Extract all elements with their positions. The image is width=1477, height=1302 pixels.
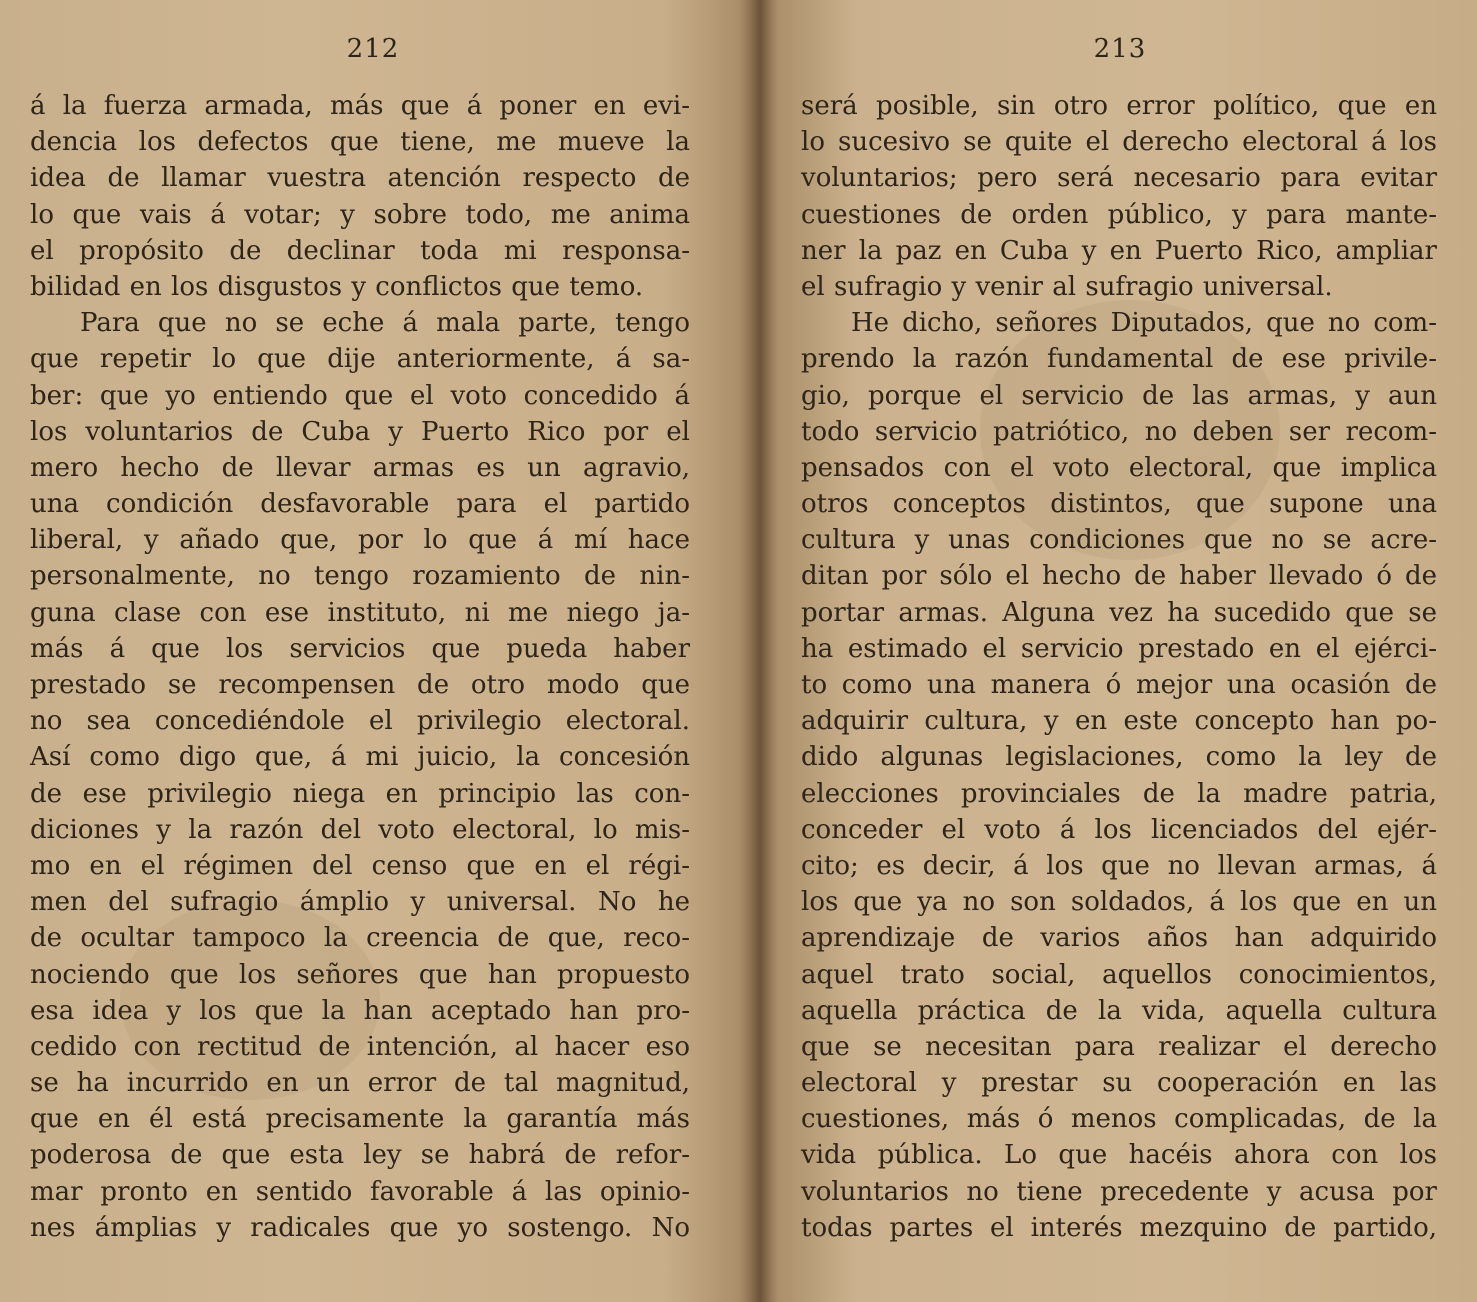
text-line: electoral y prestar su cooperación en las	[801, 1068, 1437, 1099]
text-line: diciones y la razón del voto electoral, lo mis-	[30, 814, 690, 845]
text-line: que repetir lo que dije anteriormente, á sa-	[30, 344, 690, 375]
text-line: dencia los defectos que tiene, me mueve la	[30, 127, 690, 158]
text-line: conceder el voto á los licenciados del ejér-	[801, 814, 1437, 845]
text-line: personalmente, no tengo rozamiento de nin-	[30, 561, 690, 592]
text-line: bilidad en los disgustos y conflictos que temo.	[30, 271, 644, 302]
text-line: aquella práctica de la vida, aquella cultura	[801, 995, 1437, 1026]
right-page	[765, 0, 1477, 1302]
text-line: ha estimado el servicio prestado en el ejérci-	[801, 633, 1437, 664]
text-line: los voluntarios de Cuba y Puerto Rico por el	[30, 416, 690, 447]
text-line: to como una manera ó mejor una ocasión de	[801, 670, 1437, 700]
left-page-text	[30, 88, 690, 1246]
text-line: prendo la razón fundamental de ese privile-	[801, 344, 1437, 375]
right-page-text	[801, 88, 1437, 1246]
text-line: una condición desfavorable para el partido	[30, 489, 690, 520]
text-line: á la fuerza armada, más que á poner en evi-	[30, 91, 690, 121]
text-line: pensados con el voto electoral, que implica	[801, 452, 1437, 483]
text-line: vida pública. Lo que hacéis ahora con los	[801, 1140, 1437, 1171]
text-line: Para que no se eche á mala parte, tengo	[80, 308, 690, 339]
text-line: lo que vais á votar; y sobre todo, me anima	[30, 199, 690, 230]
text-line: cultura y unas condiciones que no se acre-	[801, 525, 1437, 556]
text-line: gio, porque el servicio de las armas, y aun	[801, 380, 1437, 411]
text-line: poderosa de que esta ley se habrá de refor-	[30, 1140, 690, 1171]
text-line: men del sufragio ámplio y universal. No he	[30, 887, 690, 918]
text-line: mo en el régimen del censo que en el régi-	[30, 850, 690, 881]
text-line: idea de llamar vuestra atención respecto de	[30, 163, 690, 194]
text-line: nociendo que los señores que han propuesto	[30, 959, 690, 990]
text-line: prestado se recompensen de otro modo que	[30, 670, 690, 700]
text-line: otros conceptos distintos, que supone una	[801, 489, 1437, 520]
text-line: ber: que yo entiendo que el voto concedido á	[30, 380, 690, 411]
text-line: no sea concediéndole el privilegio electoral.	[30, 706, 690, 737]
text-line: ner la paz en Cuba y en Puerto Rico, ampliar	[801, 235, 1437, 266]
text-line: mar pronto en sentido favorable á las opinio-	[30, 1176, 690, 1207]
text-line: el propósito de declinar toda mi responsa-	[30, 235, 690, 266]
text-line: liberal, y añado que, por lo que á mí hace	[30, 525, 690, 556]
text-line: mero hecho de llevar armas es un agravio,	[30, 452, 690, 483]
text-line: de ese privilegio niega en principio las con-	[30, 778, 690, 809]
text-line: He dicho, señores Diputados, que no com-	[851, 308, 1437, 339]
text-line: voluntarios; pero será necesario para evitar	[801, 163, 1437, 194]
text-line: los que ya no son soldados, á los que en un	[801, 887, 1437, 918]
text-line: aprendizaje de varios años han adquirido	[801, 923, 1437, 954]
text-line: el sufragio y venir al sufragio universal.	[801, 271, 1333, 302]
page-number-right: 213	[1093, 34, 1147, 64]
text-line: todas partes el interés mezquino de partido,	[801, 1212, 1437, 1243]
page-number-left: 212	[346, 34, 400, 64]
text-line: de ocultar tampoco la creencia de que, reco-	[30, 923, 690, 954]
text-line: cito; es decir, á los que no llevan armas, á	[801, 850, 1437, 881]
text-line: cuestiones de orden público, y para mante-	[801, 199, 1437, 230]
text-line: será posible, sin otro error político, que en	[801, 91, 1437, 121]
text-line: cedido con rectitud de intención, al hacer eso	[30, 1031, 690, 1062]
text-line: portar armas. Alguna vez ha sucedido que se	[801, 597, 1437, 628]
text-line: lo sucesivo se quite el derecho electoral á los	[801, 127, 1437, 158]
text-line: que en él está precisamente la garantía más	[30, 1104, 690, 1135]
text-line: se ha incurrido en un error de tal magnitud,	[30, 1068, 690, 1099]
text-line: más á que los servicios que pueda haber	[30, 633, 690, 664]
text-line: que se necesitan para realizar el derecho	[801, 1031, 1437, 1062]
text-line: adquirir cultura, y en este concepto han po-	[801, 706, 1437, 737]
text-line: dido algunas legislaciones, como la ley de	[801, 742, 1437, 773]
text-line: aquel trato social, aquellos conocimientos,	[801, 959, 1437, 990]
text-line: ditan por sólo el hecho de haber llevado ó de	[801, 561, 1437, 592]
text-line: elecciones provinciales de la madre patria,	[801, 778, 1437, 809]
text-line: cuestiones, más ó menos complicadas, de la	[801, 1104, 1437, 1135]
text-line: esa idea y los que la han aceptado han pro-	[30, 995, 690, 1026]
text-line: todo servicio patriótico, no deben ser recom-	[801, 416, 1437, 447]
text-line: voluntarios no tiene precedente y acusa por	[801, 1176, 1437, 1207]
text-line: nes ámplias y radicales que yo sostengo. No	[30, 1212, 690, 1243]
text-line: guna clase con ese instituto, ni me niego ja-	[30, 597, 690, 628]
text-line: Así como digo que, á mi juicio, la concesión	[30, 742, 690, 773]
